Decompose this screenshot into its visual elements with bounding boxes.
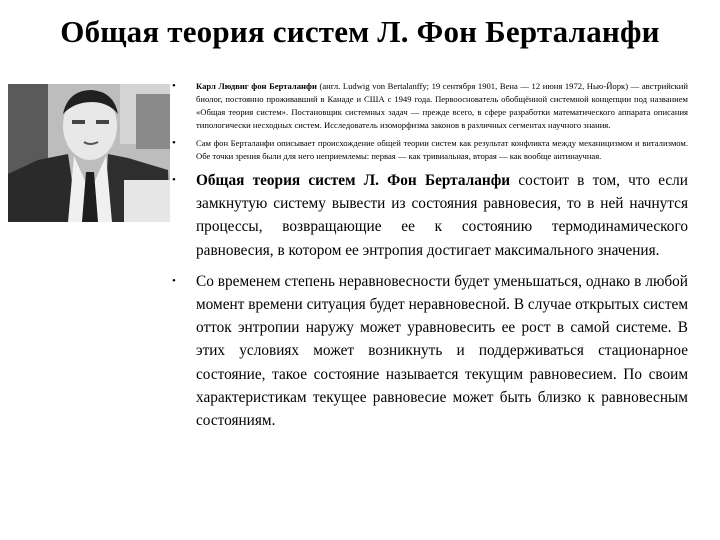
bullet-item-bio — [172, 80, 688, 132]
bullet-icon: • — [172, 137, 176, 149]
bullet-icon: • — [172, 274, 176, 287]
bullet-bold-text: Общая теория систем Л. Фон Берталанфи — [196, 172, 511, 189]
bullet-icon: • — [172, 80, 176, 92]
portrait-photo — [8, 84, 170, 222]
bullet-icon: • — [172, 174, 176, 186]
bullet-text: состоит в том, что если замкнутую систему вывести из состояния равновесия, то в ней начнутся процессы, возвращающие ее к состоянию термодинамического равновесия, в котором ее энтропия достигает максимального значения. — [196, 172, 688, 259]
bullet-bold-text: Карл Людвиг фон Берталанфи — [196, 81, 317, 91]
bullet-text: Сам фон Берталанфи описывает происхождение общей теории систем как результат конфликта между механицизмом и витализмом. Обе точки зрения были для него неприемлемы: первая — как тривиальная, вторая — как вообще антинаучная. — [196, 138, 688, 161]
bullet-text: (англ. Ludwig von Bertalanffy; 19 сентября 1901, Вена — 12 июня 1972, Нью-Йорк) — австрийский биолог, постоянно проживавший в Канаде и США с 1949 года. Первооснователь обобщённой системной концепции под названием «Общая теория систем». Постановщик системных задач — прежде всего, в сфере разработки математического аппарата описания типологически несходных систем. Исследователь изоморфизма законов в различных сегментах научного знания. — [196, 81, 688, 130]
bullet-item-equilibrium — [172, 270, 688, 432]
bullet-item-origin — [172, 137, 688, 163]
bullet-text: Со временем степень неравновесности будет уменьшаться, однако в любой момент времени ситуация будет неравновесной. В случае открытых систем отток энтропии наружу может уравновесить ее рост в самой системе. В этих условиях может возникнуть и поддерживаться стационарное состояние, такое состояние называется текущим равновесием. По своим характеристикам текущее равновесие может быть близко к равновесным состояниям. — [196, 272, 688, 430]
portrait-photo-icon — [8, 84, 170, 222]
bullet-list — [172, 80, 688, 440]
slide-title: Общая теория систем Л. Фон Берталанфи — [60, 14, 660, 49]
bullet-item-theory — [172, 169, 688, 262]
